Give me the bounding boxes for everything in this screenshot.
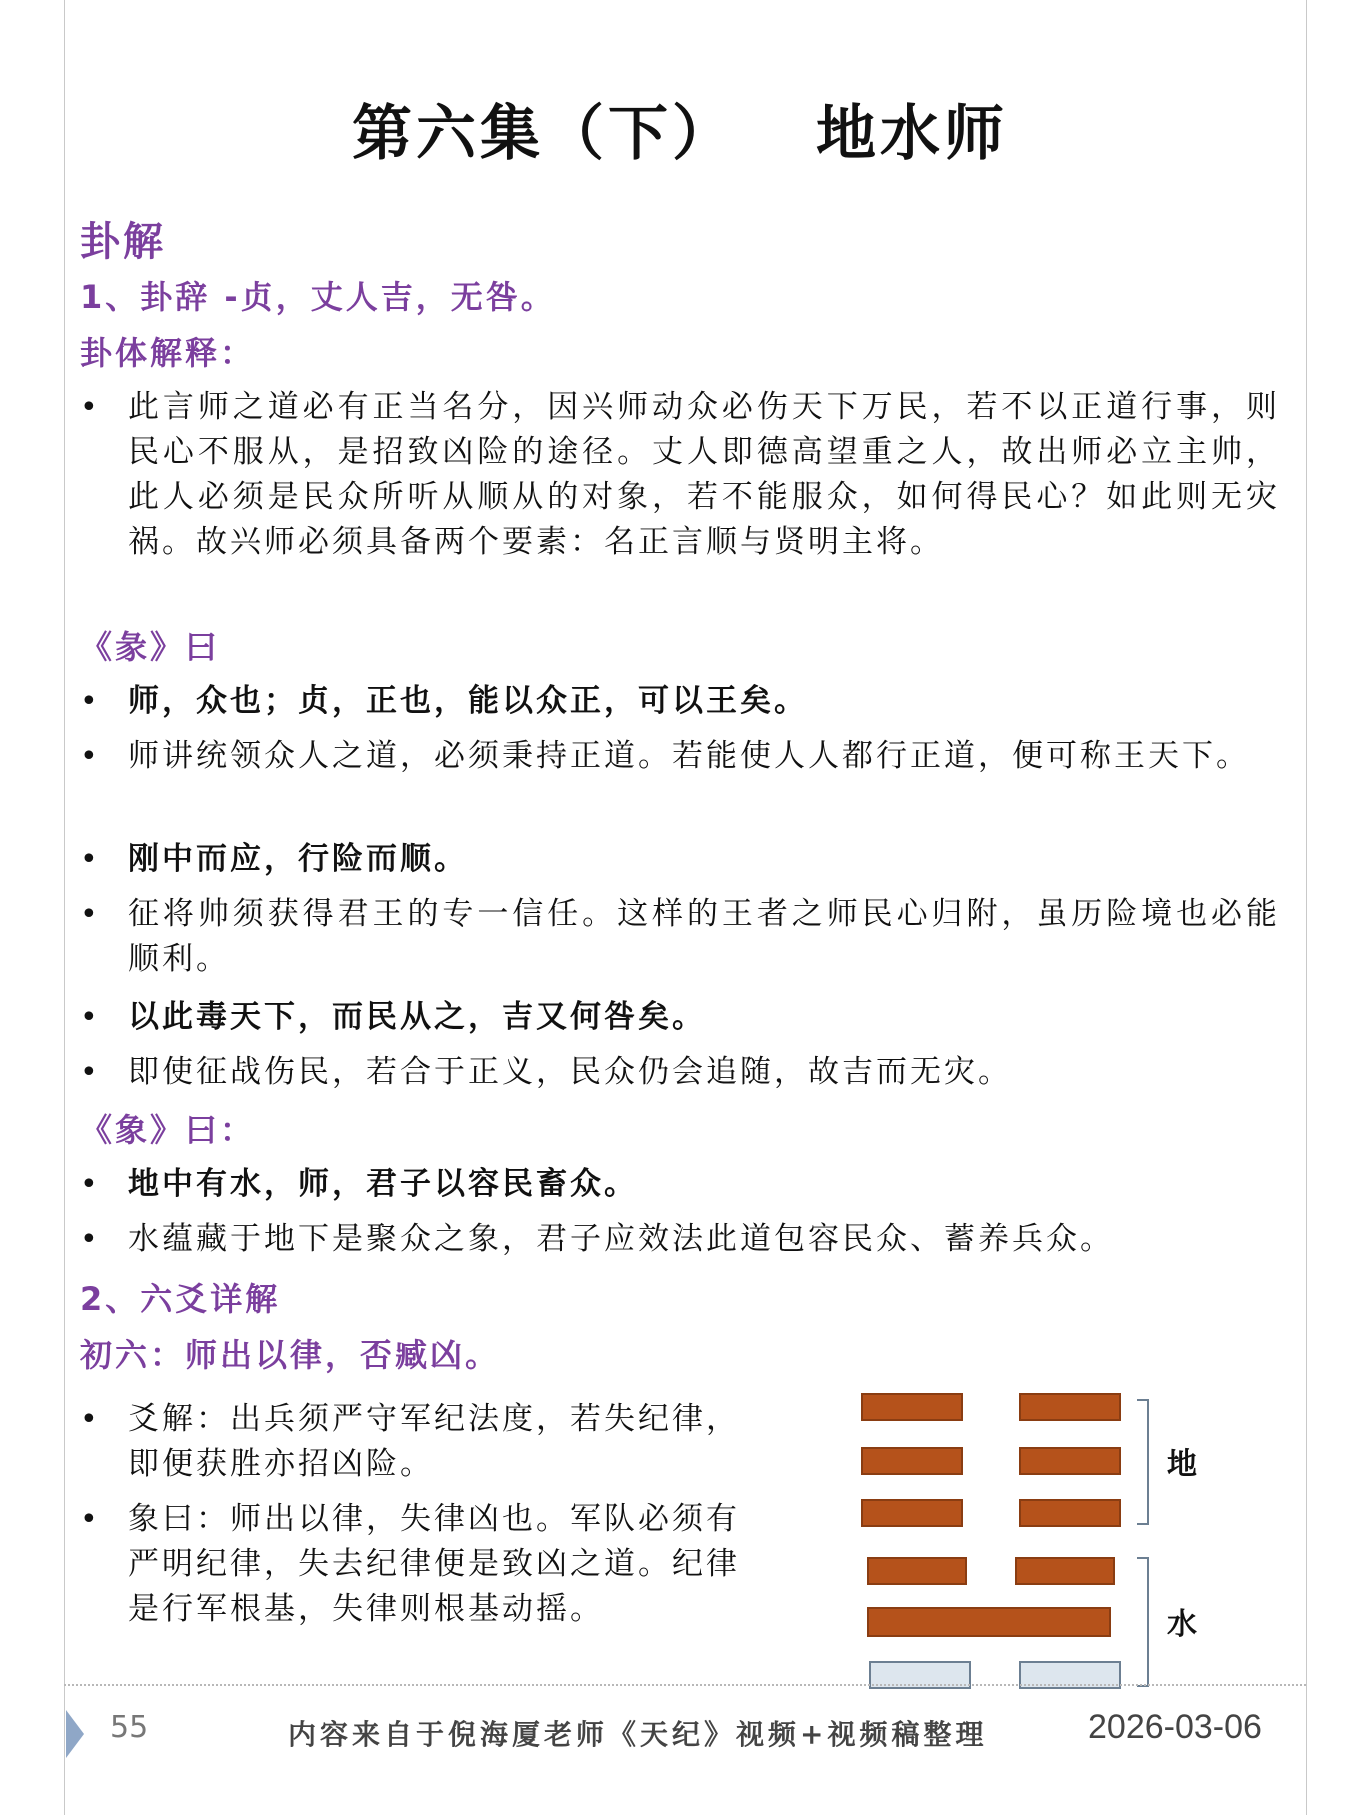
list-item <box>80 1497 740 1632</box>
title-part2: 地水师 <box>816 99 1008 169</box>
hexagram-line-5-yin-left <box>861 1447 963 1475</box>
bullet-dot: • <box>80 1000 101 1035</box>
lower-trigram-bracket <box>1137 1557 1149 1687</box>
hexagram-line-6-yin-left <box>861 1393 963 1421</box>
list-item-text: 爻解：出兵须严守军纪法度，若失纪律，即便获胜亦招凶险。 <box>128 1401 740 1482</box>
subheading-gua-ci: 1、卦辞 -贞，丈人吉，无咎。 <box>80 278 556 316</box>
list-item-text: 象曰：师出以律，失律凶也。军队必须有严明纪律，失去纪律便是致凶之道。纪律是行军根基，失律则根基动摇。 <box>128 1501 740 1627</box>
hexagram-line-2-yang <box>867 1607 1111 1637</box>
list-item-text: 师，众也；贞，正也，能以众正，可以王矣。 <box>128 683 808 719</box>
bullet-dot: • <box>80 684 101 719</box>
list-item <box>80 679 1280 724</box>
tuan-heading: 《彖》曰 <box>80 628 221 666</box>
body-text: 此言师之道必有正当名分，因兴师动众必伤天下万民，若不以正道行事，则民心不服从，是招致凶险的途径。丈人即德高望重之人，故出师必立主帅，此人必须是民众所听从顺从的对象，若不能服众，如何得民心？如此则无灾祸。故兴师必须具备两个要素：名正言顺与贤明主将。 <box>128 389 1280 560</box>
hexagram-line-4-yin-right <box>1019 1499 1121 1527</box>
footer-date: 2026-03-06 <box>1088 1708 1262 1746</box>
footer-divider <box>64 1684 1306 1686</box>
right-margin-rule <box>1306 0 1307 1815</box>
bullet-dot: • <box>80 842 101 877</box>
bullet-dot: • <box>80 390 101 425</box>
list-item-text: 征将帅须获得君王的专一信任。这样的王者之师民心归附，虽历险境也必能顺利。 <box>128 896 1280 977</box>
list-item <box>80 734 1280 779</box>
bullet-dot: • <box>80 1222 101 1257</box>
list-item <box>80 1050 1280 1095</box>
page-number: 55 <box>110 1710 149 1745</box>
list-item <box>80 995 1280 1040</box>
list-item <box>80 1397 740 1487</box>
hexagram-line-3-yin-left <box>867 1557 967 1585</box>
bullet-dot: • <box>80 1402 101 1437</box>
list-item-text: 地中有水，师，君子以容民畜众。 <box>128 1166 638 1202</box>
bullet-dot: • <box>80 739 101 774</box>
title-part1: 第六集（下） <box>352 99 736 169</box>
list-item-text: 水蕴藏于地下是聚众之象，君子应效法此道包容民众、蓄养兵众。 <box>128 1221 1114 1257</box>
list-item <box>80 1217 1280 1262</box>
section-heading: 卦解 <box>80 219 166 265</box>
line-heading: 初六：师出以律，否臧凶。 <box>80 1336 501 1374</box>
bullet-dot: • <box>80 1167 101 1202</box>
bullet-dot: • <box>80 1055 101 1090</box>
hexagram-diagram <box>855 1385 1225 1685</box>
hexagram-line-3-yin-right <box>1015 1557 1115 1585</box>
list-item-text: 即使征战伤民，若合于正义，民众仍会追随，故吉而无灾。 <box>128 1054 1012 1090</box>
left-margin-rule <box>64 0 65 1815</box>
list-item-text: 师讲统领众人之道，必须秉持正道。若能使人人都行正道，便可称王天下。 <box>128 738 1250 774</box>
footer-source: 内容来自于倪海厦老师《天纪》视频+视频稿整理 <box>288 1718 988 1751</box>
list-item <box>80 892 1280 982</box>
hexagram-line-5-yin-right <box>1019 1447 1121 1475</box>
upper-trigram-label: 地 <box>1167 1447 1197 1482</box>
list-item-text: 刚中而应，行险而顺。 <box>128 841 468 877</box>
hexagram-line-4-yin-left <box>861 1499 963 1527</box>
bullet-dot: • <box>80 897 101 932</box>
list-item <box>80 837 1280 882</box>
page-pointer-icon <box>66 1710 84 1758</box>
list-item <box>80 1162 1280 1207</box>
body-paragraph <box>80 385 1280 565</box>
list-item-text: 以此毒天下，而民从之，吉又何咎矣。 <box>128 999 706 1035</box>
xiang-heading: 《象》曰： <box>80 1111 256 1149</box>
lower-trigram-label: 水 <box>1167 1607 1197 1642</box>
body-label: 卦体解释： <box>80 334 256 372</box>
bullet-dot: • <box>80 1502 101 1537</box>
page-title <box>80 86 1280 172</box>
upper-trigram-bracket <box>1137 1399 1149 1525</box>
subheading-six-lines: 2、六爻详解 <box>80 1280 281 1318</box>
hexagram-line-6-yin-right <box>1019 1393 1121 1421</box>
